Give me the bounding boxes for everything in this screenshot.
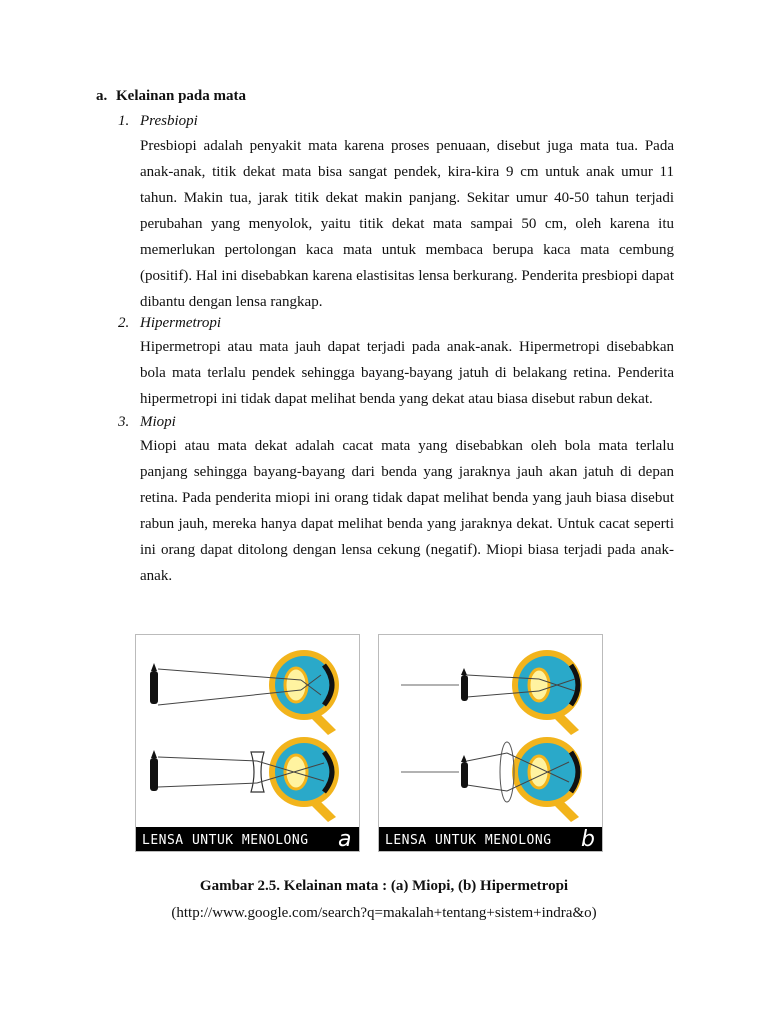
light-ray [158,757,257,761]
candle-flame [151,750,157,758]
section-title: Kelainan pada mata [116,88,247,104]
figure-letter: a [338,827,352,851]
eye-bottom [150,737,339,822]
eye-lens [529,669,549,701]
candle-object [150,671,158,704]
item-title: Hipermetropi [140,315,222,331]
eye-lens [529,756,549,788]
item-title: Miopi [140,414,176,430]
candle-object [150,758,158,791]
eye-top [401,650,582,735]
item-heading-presbiopi [118,113,198,130]
item-heading-hipermetropi [118,315,221,332]
eye-lens [285,668,307,702]
section-heading [96,88,246,105]
item-number: 2. [118,315,130,331]
eye-lens [285,755,307,789]
light-ray [158,783,257,787]
banner-text: LENSA UNTUK MENOLONG [142,833,309,848]
eye-top [150,650,339,735]
figure-b-hipermetropi [378,634,603,852]
candle-flame [151,663,157,671]
figure-caption: Gambar 2.5. Kelainan mata : (a) Miopi, (b) Hipermetropi [199,878,569,894]
eye-diagram-hipermetropi [379,635,602,851]
section-letter: a. [96,88,108,104]
paragraph-miopi: Miopi atau mata dekat adalah cacat mata yang disebabkan oleh bola mata terlalu panjang sehingga bayang-bayang dari benda yang jaraknya jauh akan jatuh di depan retina. Pada penderita miopi ini orang tidak dapat melihat benda yang jauh biasa disebut rabun jauh, mereka hanya dapat melihat benda yang jaraknya dekat. Untuk cacat seperti ini orang dapat ditolong dengan lensa cekung (negatif). Miopi biasa terjadi pada anak-anak. [140,438,674,584]
convex-lens [500,742,514,802]
eye-diagram-miopi [136,635,359,851]
item-number: 3. [118,414,130,430]
concave-lens [251,752,264,792]
figure-a-miopi [135,634,360,852]
eye-bottom [401,737,582,822]
candle-object [461,762,468,788]
figure-letter: b [581,827,595,851]
banner-text: LENSA UNTUK MENOLONG [385,833,552,848]
figure-source: (http://www.google.com/search?q=makalah+tentang+sistem+indra&o) [171,905,597,921]
item-number: 1. [118,113,130,129]
paragraph-hipermetropi: Hipermetropi atau mata jauh dapat terjadi pada anak-anak. Hipermetropi disebabkan bola mata terlalu pendek sehingga bayang-bayang jatuh di belakang retina. Penderita hipermetropi ini tidak dapat melihat benda yang dekat atau biasa disebut rabun dekat. [140,339,674,407]
candle-flame [461,668,467,675]
item-title: Presbiopi [140,113,198,129]
item-heading-miopi [118,414,176,431]
candle-object [461,675,468,701]
candle-flame [461,755,467,762]
paragraph-presbiopi: Presbiopi adalah penyakit mata karena proses penuaan, disebut juga mata tua. Pada anak-anak, titik dekat mata bisa sangat pendek, kira-kira 9 cm untuk anak umur 11 tahun. Makin tua, jarak titik dekat makin panjang. Sekitar umur 40-50 tahun terjadi perubahan yang menyolok, yaitu titik dekat mata sampai 50 cm, oleh karena itu memerlukan pertolongan kaca mata untuk membaca berupa kaca mata cembung (positif). Hal ini disebabkan karena elastisitas lensa berkurang. Penderita presbiopi dapat dibantu dengan lensa rangkap. [140,138,674,310]
